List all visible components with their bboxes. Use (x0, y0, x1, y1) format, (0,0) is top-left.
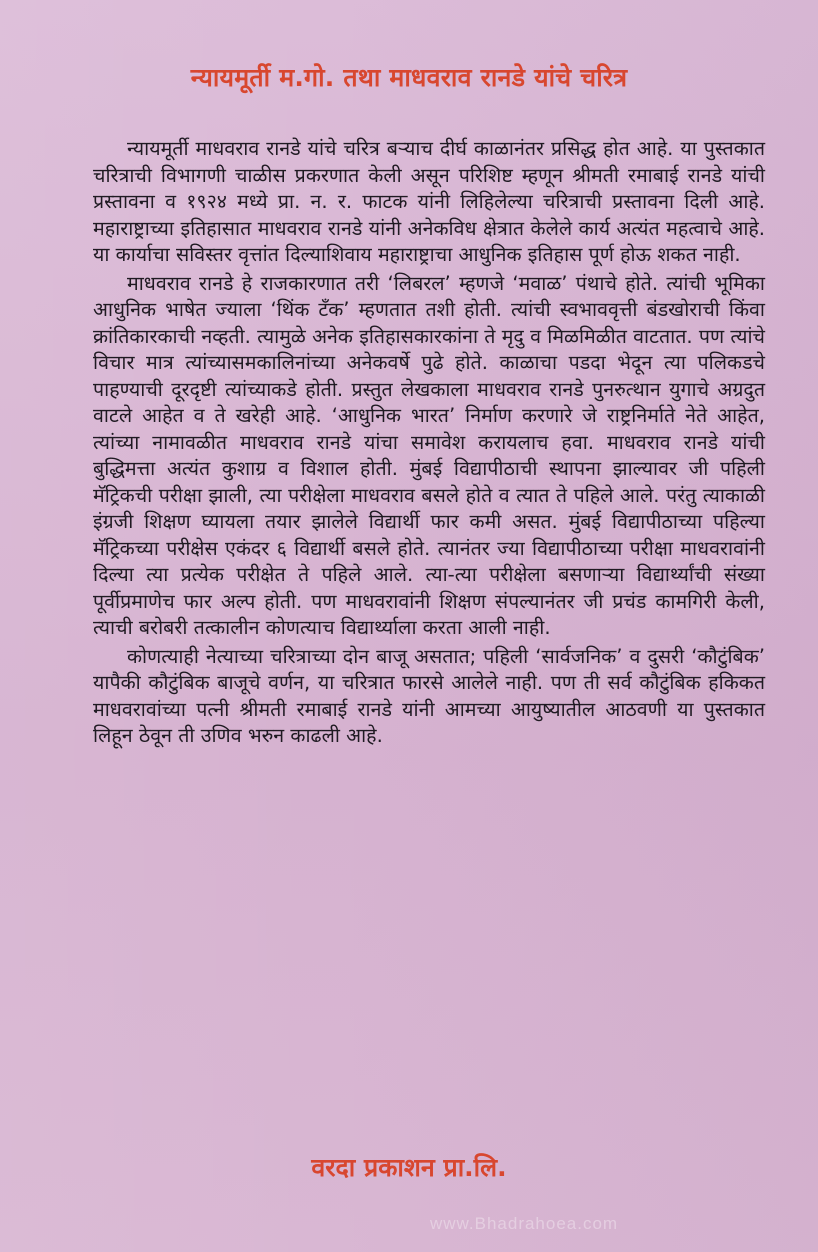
watermark-text: www.Bhadrahoea.com (430, 1214, 619, 1233)
book-title: न्यायमूर्ती म.गो. तथा माधवराव रानडे यांचे चरित्र (190, 63, 628, 92)
blurb-paragraph-2: माधवराव रानडे हे राजकारणात तरी ‘लिबरल’ म्हणजे ‘मवाळ’ पंथाचे होते. त्यांची भूमिका आधुनिक भाषेत ज्याला ‘थिंक टँक’ म्हणतात तशी होती. त्यांची स्वभाववृत्ती बंडखोराची किंवा क्रांतिकारकाची नव्हती. त्यामुळे अनेक इतिहासकारकांना ते मृदु व मिळमिळीत वाटतात. पण त्यांचे विचार मात्र त्यांच्यासमकालिनांच्या अनेकवर्षे पुढे होते. काळाचा पडदा भेदून त्या पलिकडचे पाहण्याची दूरदृष्टी त्यांच्याकडे होती. प्रस्तुत लेखकाला माधवराव रानडे पुनरुत्थान युगाचे अग्रदुत वाटले आहेत व ते खरेही आहे. ‘आधुनिक भारत’ निर्माण करणारे जे राष्ट्रनिर्माते नेते आहेत, त्यांच्या नामावळीत माधवराव रानडे यांचा समावेश करायलाच हवा. माधवराव रानडे यांची बुद्धिमत्ता अत्यंत कुशाग्र व विशाल होती. मुंबई विद्यापीठाची स्थापना झाल्यावर जी पहिली मॅट्रिकची परीक्षा झाली, त्या परीक्षेला माधवराव बसले होते व त्यात ते पहिले आले. परंतु त्याकाळी इंग्रजी शिक्षण घ्यायला तयार झालेले विद्यार्थी फार कमी असत. मुंबई विद्यापीठाच्या पहिल्या मॅट्रिकच्या परीक्षेस एकंदर ६ विद्यार्थी बसले होते. त्यानंतर ज्या विद्यापीठाच्या परीक्षा माधवरावांनी दिल्या त्या प्रत्येक परीक्षेत ते पहिले आले. त्या-त्या परीक्षेला बसणाऱ्या विद्यार्थ्यांची संख्या पूर्वीप्रमाणेच फार अल्प होती. पण माधवरावांनी शिक्षण संपल्यानंतर जी प्रचंड कामगिरी केली, त्याची बरोबरी तत्कालीन कोणत्याच विद्यार्थ्याला करता आली नाही. (93, 271, 765, 639)
blurb-paragraph-3: कोणत्याही नेत्याच्या चरित्राच्या दोन बाजू असतात; पहिली ‘सार्वजनिक’ व दुसरी ‘कौटुंबिक’ यापैकी कौटुंबिक बाजूचे वर्णन, या चरित्रात फारसे आलेले नाही. पण ती सर्व कौटुंबिक हकिकत माधवरावांच्या पत्नी श्रीमती रमाबाई रानडे यांनी आमच्या आयुष्यातील आठवणी या पुस्तकात लिहून ठेवून ती उणिव भरुन काढली आहे. (93, 644, 765, 747)
blurb-text (93, 136, 765, 752)
blurb-paragraph-1: न्यायमूर्ती माधवराव रानडे यांचे चरित्र बऱ्याच दीर्घ काळानंतर प्रसिद्ध होत आहे. या पुस्तकात चरित्राची विभागणी चाळीस प्रकरणात केली असून परिशिष्ट म्हणून श्रीमती रमाबाई रानडे यांची प्रस्तावना व १९२४ मध्ये प्रा. न. र. फाटक यांनी लिहिलेल्या चरित्राची प्रस्तावना दिली आहे. महाराष्ट्राच्या इतिहासात माधवराव रानडे यांनी अनेकविध क्षेत्रात केलेले कार्य अत्यंत महत्वाचे आहे. या कार्याचा सविस्तर वृत्तांत दिल्याशिवाय महाराष्ट्राचा आधुनिक इतिहास पूर्ण होऊ शकत नाही. (93, 137, 765, 266)
publisher-name: वरदा प्रकाशन प्रा.लि. (311, 1153, 507, 1182)
